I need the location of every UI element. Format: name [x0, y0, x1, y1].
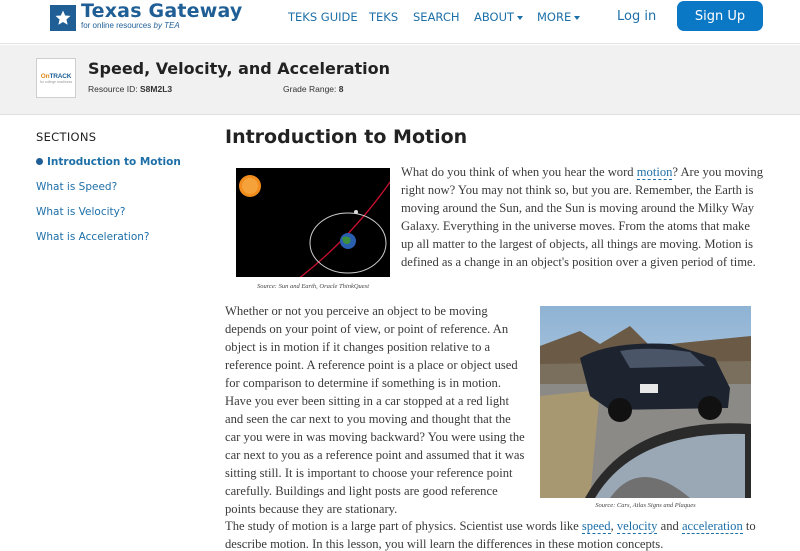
nav-more[interactable]: MORE [537, 10, 580, 24]
top-navigation [0, 0, 800, 44]
login-link[interactable]: Log in [617, 9, 657, 24]
nav-about[interactable]: ABOUT [474, 10, 523, 24]
cars-image [540, 306, 751, 498]
resource-header [0, 45, 800, 115]
resource-id: Resource ID: S8M2L3 [88, 84, 173, 94]
sidebar-item-acceleration[interactable]: What is Acceleration? [36, 231, 150, 243]
sidebar-item-velocity[interactable]: What is Velocity? [36, 206, 126, 218]
resource-title: Speed, Velocity, and Acceleration [88, 59, 391, 78]
page-title: Introduction to Motion [225, 126, 468, 148]
glossary-link-motion[interactable]: motion [636, 165, 673, 179]
nav-search[interactable]: SEARCH [413, 10, 460, 24]
logo-title: Texas Gateway [81, 0, 243, 22]
ontrack-badge: OnTRACK for college readiness [36, 58, 76, 98]
active-dot-icon [36, 158, 43, 165]
star-icon [50, 5, 76, 31]
nav-teks-guide[interactable]: TEKS GUIDE [288, 10, 358, 24]
glossary-link-speed[interactable]: speed [581, 519, 611, 533]
glossary-link-acceleration[interactable]: acceleration [681, 519, 743, 533]
chevron-down-icon [517, 16, 523, 20]
grade-range: Grade Range: 8 [283, 84, 344, 94]
sign-up-button[interactable]: Sign Up [677, 1, 763, 31]
image-caption: Source: Sun and Earth, Oracle ThinkQuest [256, 283, 370, 290]
sidebar-item-introduction[interactable]: Introduction to Motion [36, 156, 181, 168]
sections-heading: SECTIONS [36, 130, 97, 144]
paragraph-summary: The study of motion is a large part of physics. Scientist use words like speed, velocity and acceleration to describe motion. In this lesson, you will learn the differences in these motion concepts. [225, 519, 756, 551]
paragraph-reference-point: Whether or not you perceive an object to be moving depends on your point of view, or point of reference. An object is in motion if it changes position relative to a reference point. A reference point is a place or object used for comparison to determine if something is in motion. Have you ever been sitting in a car stopped at a red light and seen the car next to you moving and thought that the car you were in was moving backward? You were using the car next to you as a reference point and assumed that it was sitting still. It is important to choose your reference point carefully. Buildings and light posts are good reference points because they are stationary. [225, 304, 525, 516]
paragraph-intro: What do you think of when you hear the word motion? Are you moving right now? You may not think so, but you are. Remember, the Earth is moving around the Sun, and the Sun is moving around the Milky Way Galaxy. Everything in the universe moves. From the atoms that make up all matter to the largest of objects, all things are moving. Motion is defined as a change in an object's position over a given period of time. [401, 165, 764, 269]
sidebar-item-speed[interactable]: What is Speed? [36, 181, 118, 193]
glossary-link-velocity[interactable]: velocity [616, 519, 658, 533]
sun-earth-image [236, 168, 390, 277]
logo-subtitle: for online resources by TEA [81, 21, 180, 30]
texas-gateway-logo[interactable] [50, 2, 242, 36]
nav-teks[interactable]: TEKS [369, 10, 399, 24]
chevron-down-icon [574, 16, 580, 20]
image-caption: Source: Cars, Atlas Signs and Plaques [595, 502, 696, 509]
